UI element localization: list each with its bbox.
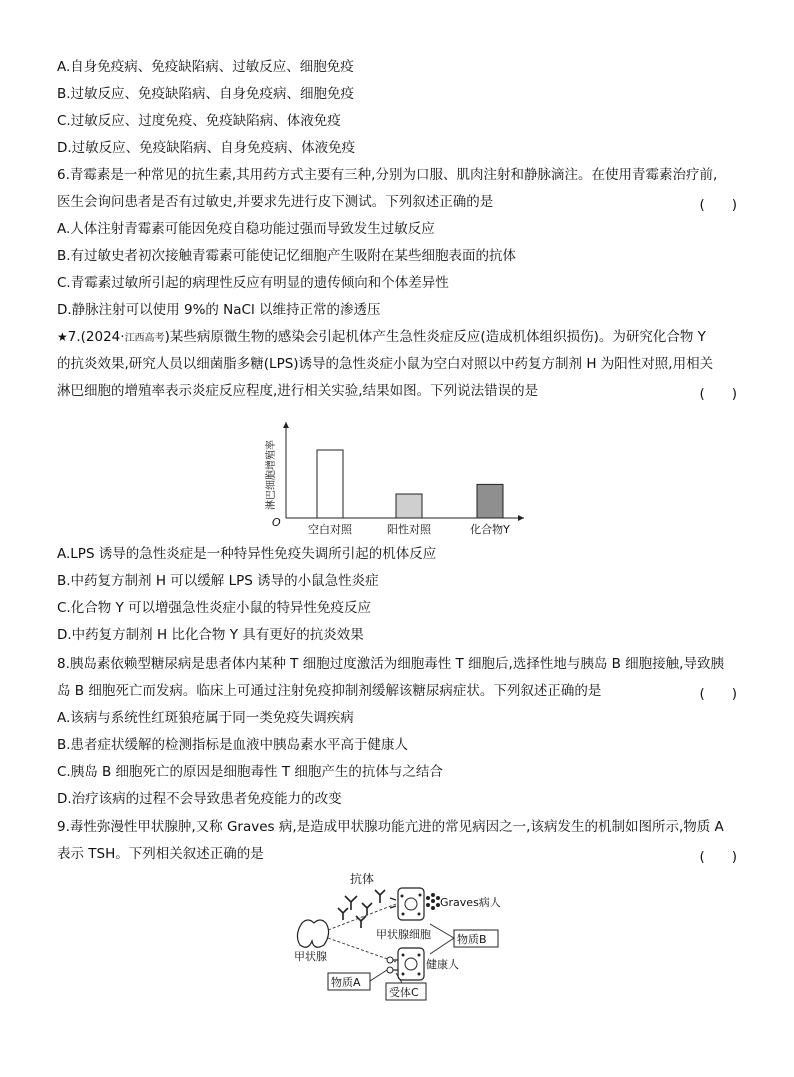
- y-axis-label: 淋巴细胞增殖率: [266, 440, 277, 510]
- q9-mechanism-diagram: [290, 868, 510, 1003]
- bar-3: [477, 484, 503, 518]
- y-axis-arrow-icon: [283, 422, 289, 428]
- q9-stem-line1: 9.毒性弥漫性甲状腺肿,又称 Graves 病,是造成甲状腺功能亢进的常见病因之一,该病发生的机制如图所示,物质 A: [57, 819, 724, 835]
- q8-stem-line1: 8.胰岛素依赖型糖尿病是患者体内某种 T 细胞过度激活为细胞毒性 T 细胞后,选择性地与胰岛 B 细胞接触,导致胰: [57, 656, 724, 672]
- q7-stem-rest: )某些病原微生物的感染会引起机体产生急性炎症反应(造成机体组织损伤)。为研究化合物 Y: [164, 329, 706, 345]
- receptor-c-label: 受体C: [389, 986, 419, 999]
- q6-option-c: C.青霉素过敏所引起的病理性反应有明显的遗传倾向和个体差异性: [57, 275, 449, 291]
- q5-option-b: B.过敏反应、免疫缺陷病、自身免疫病、细胞免疫: [57, 86, 355, 102]
- thyroid-cell-label: 甲状腺细胞: [376, 928, 431, 941]
- category-label-1: 空白对照: [308, 523, 352, 536]
- q6-option-b: B.有过敏史者初次接触青霉素可能使记忆细胞产生吸附在某些细胞表面的抗体: [57, 248, 517, 264]
- q6-stem-line2: 医生会询问患者是否有过敏史,并要求先进行皮下测试。下列叙述正确的是: [57, 194, 494, 210]
- star-icon: ★: [57, 330, 68, 344]
- q8-option-a: A.该病与系统性红斑狼疮属于同一类免疫失调疾病: [57, 710, 354, 726]
- healthy-thyroid-cell-icon: [387, 948, 424, 980]
- q5-option-d: D.过敏反应、免疫缺陷病、自身免疫病、体液免疫: [57, 140, 356, 156]
- q7-stem-line2: 的抗炎效果,研究人员以细菌脂多糖(LPS)诱导的急性炎症小鼠为空白对照以中药复方制剂 H 为阳性对照,用相关: [57, 356, 714, 372]
- q7-option-d: D.中药复方制剂 H 比化合物 Y 具有更好的抗炎效果: [57, 627, 364, 643]
- q8-stem-line2: 岛 B 细胞死亡而发病。临床上可通过注射免疫抑制剂缓解该糖尿病症状。下列叙述正确的是: [57, 683, 602, 699]
- q9-answer-paren: ( ): [699, 849, 737, 865]
- q7-source: 江西高考: [124, 333, 165, 344]
- x-axis-arrow-icon: [518, 515, 524, 521]
- q8-answer-paren: ( ): [699, 686, 737, 702]
- bar-2: [396, 494, 422, 518]
- q7-option-a: A.LPS 诱导的急性炎症是一种特异性免疫失调所引起的机体反应: [57, 546, 437, 562]
- q8-option-b: B.患者症状缓解的检测指标是血液中胰岛素水平高于健康人: [57, 737, 409, 753]
- bar-1: [317, 450, 343, 518]
- healthy-label: 健康人: [426, 958, 459, 971]
- graves-label: Graves病人: [440, 896, 501, 909]
- thyroid-gland-icon: [297, 920, 328, 947]
- q7-stem-line1: [57, 328, 706, 348]
- q7-answer-paren: ( ): [699, 386, 737, 402]
- origin-label: O: [272, 516, 281, 529]
- category-label-2: 阳性对照: [387, 523, 431, 536]
- q7-stem-line3: 淋巴细胞的增殖率表示炎症反应程度,进行相关实验,结果如图。下列说法错误的是: [57, 383, 539, 399]
- hormone-dots-icon: [426, 893, 440, 910]
- substance-b-label: 物质B: [457, 933, 487, 946]
- q7-option-c: C.化合物 Y 可以增强急性炎症小鼠的特异性免疫反应: [57, 600, 372, 616]
- thyroid-label: 甲状腺: [294, 950, 327, 963]
- q8-option-c: C.胰岛 B 细胞死亡的原因是细胞毒性 T 细胞产生的抗体与之结合: [57, 764, 443, 780]
- q9-stem-line2: 表示 TSH。下列相关叙述正确的是: [57, 846, 264, 862]
- category-label-3: 化合物Y: [470, 523, 510, 536]
- antibody-icon: [338, 890, 385, 928]
- q6-option-d: D.静脉注射可以使用 9%的 NaCl 以维持正常的渗透压: [57, 302, 381, 318]
- q5-option-c: C.过敏反应、过度免疫、免疫缺陷病、体液免疫: [57, 113, 341, 129]
- q6-option-a: A.人体注射青霉素可能因免疫自稳功能过强而导致发生过敏反应: [57, 221, 435, 237]
- q6-stem-line1: 6.青霉素是一种常见的抗生素,其用药方式主要有三种,分别为口服、肌肉注射和静脉滴注。在使用青霉素治疗前,: [57, 167, 718, 183]
- q8-option-d: D.治疗该病的过程不会导致患者免疫能力的改变: [57, 791, 342, 807]
- antibody-label: 抗体: [350, 872, 375, 886]
- q7-bar-chart: [262, 418, 542, 540]
- q5-option-a: A.自身免疫病、免疫缺陷病、过敏反应、细胞免疫: [57, 59, 354, 75]
- q7-number: 7.(2024·: [67, 329, 125, 345]
- substance-a-label: 物质A: [331, 976, 361, 989]
- q7-option-b: B.中药复方制剂 H 可以缓解 LPS 诱导的小鼠急性炎症: [57, 573, 379, 589]
- q6-answer-paren: ( ): [699, 197, 737, 213]
